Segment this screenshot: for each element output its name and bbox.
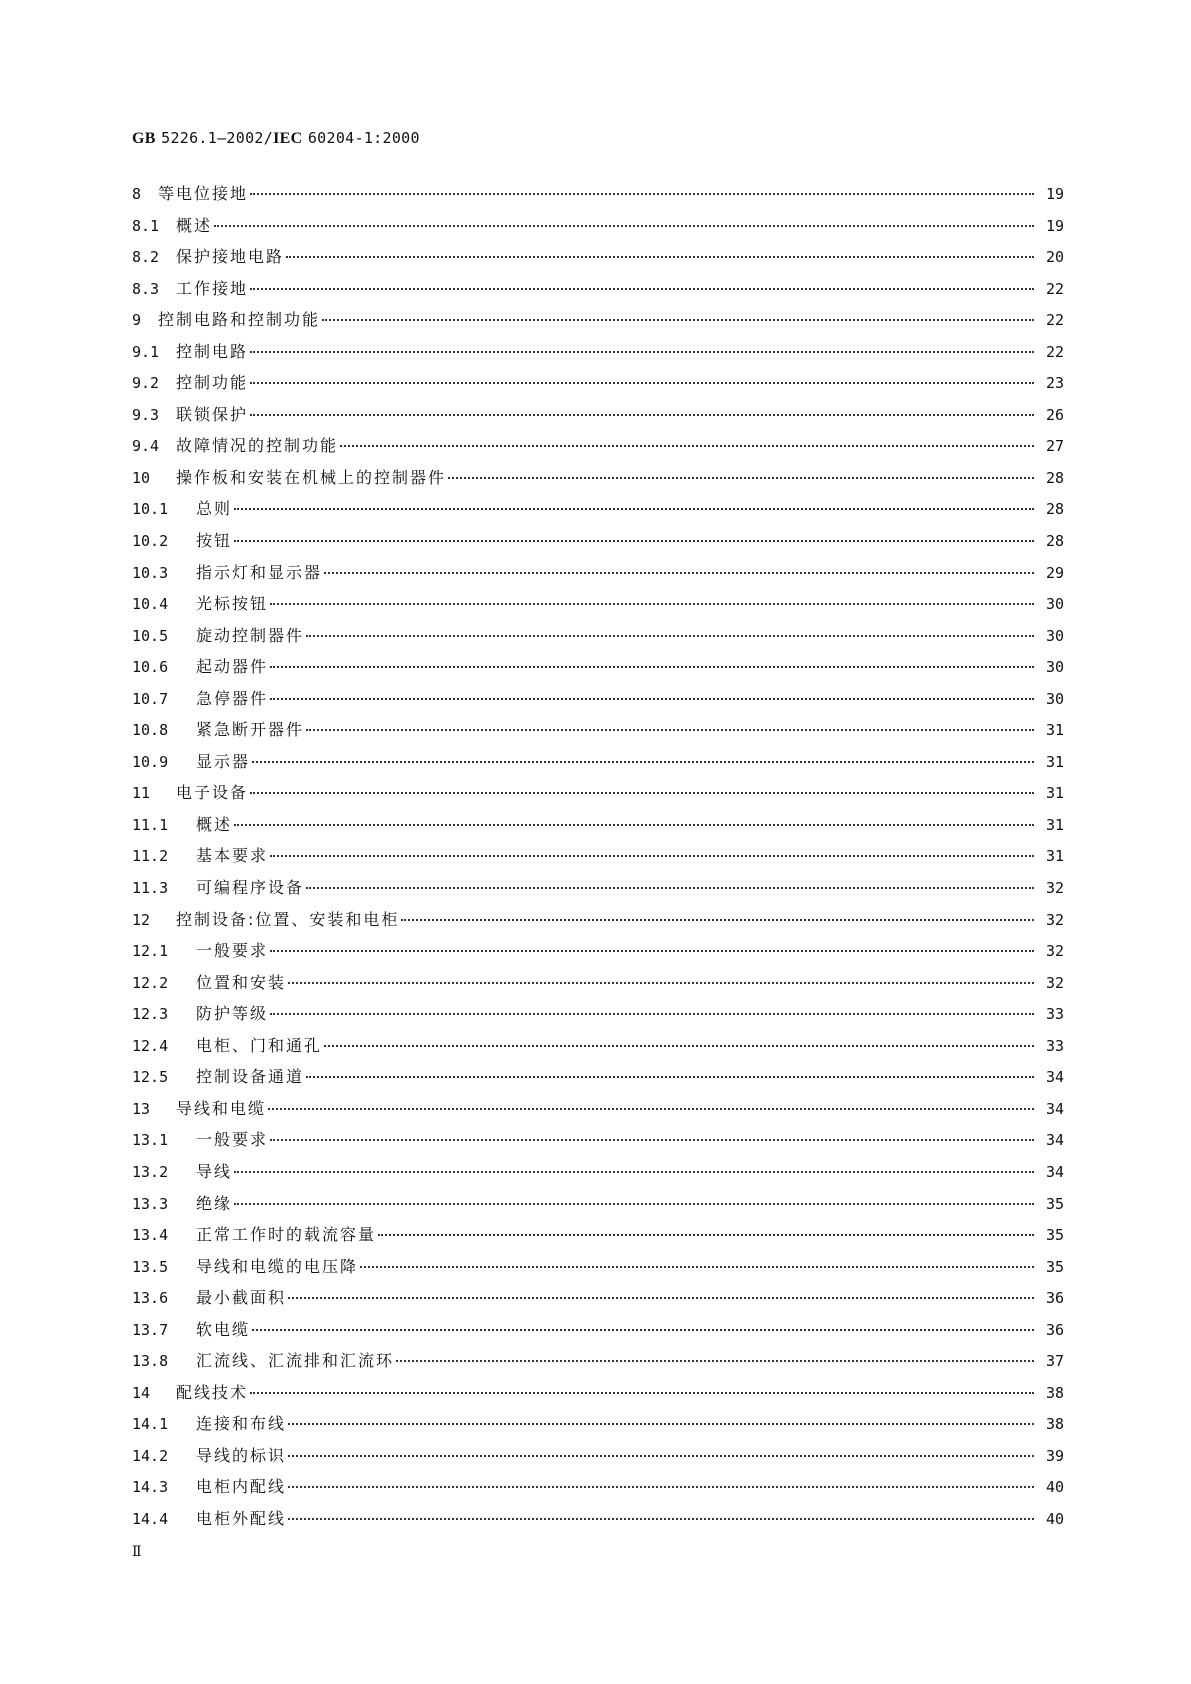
toc-entry-page: 30 (1045, 658, 1064, 677)
toc-leader-dots (250, 792, 1034, 794)
toc-entry-title: 显示器 (196, 751, 251, 771)
toc-entry-page: 22 (1045, 279, 1064, 298)
toc-leader-dots (270, 950, 1034, 952)
toc-entry-title: 连接和布线 (196, 1414, 287, 1434)
toc-entry[interactable] (132, 970, 1064, 1002)
toc-entry-title: 导线和电缆的电压降 (196, 1256, 359, 1276)
toc-leader-dots (270, 1139, 1034, 1141)
toc-entry[interactable] (132, 1474, 1064, 1506)
toc-leader-dots (288, 1518, 1034, 1520)
toc-entry[interactable] (132, 1064, 1064, 1096)
toc-entry-number: 11.3 (132, 879, 169, 898)
toc-entry[interactable] (132, 433, 1064, 465)
toc-leader-dots (250, 1392, 1034, 1394)
toc-entry-title: 控制设备:位置、安装和电柜 (176, 909, 400, 929)
toc-leader-dots (288, 1423, 1034, 1425)
toc-entry-number: 11 (132, 784, 151, 803)
toc-entry-title: 联锁保护 (176, 404, 249, 424)
toc-entry-number: 12.5 (132, 1068, 169, 1087)
toc-entry-title: 电柜内配线 (196, 1477, 287, 1497)
toc-entry[interactable] (132, 717, 1064, 749)
toc-leader-dots (250, 193, 1034, 195)
toc-entry-title: 正常工作时的载流容量 (196, 1225, 377, 1245)
toc-entry-number: 14.1 (132, 1415, 169, 1434)
toc-entry-title: 可编程序设备 (196, 878, 305, 898)
toc-entry-page: 30 (1045, 626, 1064, 645)
toc-entry-number: 13.7 (132, 1320, 169, 1339)
toc-leader-dots (234, 540, 1034, 542)
toc-entry-number: 13.5 (132, 1257, 169, 1276)
toc-entry[interactable] (132, 1096, 1064, 1128)
toc-entry-number: 10.4 (132, 595, 169, 614)
toc-entry-page: 28 (1045, 468, 1064, 487)
toc-leader-dots (234, 824, 1034, 826)
toc-leader-dots (288, 1486, 1034, 1488)
toc-entry[interactable] (132, 276, 1064, 308)
toc-entry[interactable] (132, 496, 1064, 528)
toc-entry-page: 23 (1045, 374, 1064, 393)
toc-leader-dots (306, 729, 1034, 731)
toc-entry-title: 一般要求 (196, 1130, 269, 1150)
toc-entry-title: 指示灯和显示器 (196, 562, 323, 582)
toc-entry-page: 20 (1045, 248, 1064, 267)
toc-entry-page: 31 (1045, 815, 1064, 834)
toc-entry-title: 概述 (196, 814, 233, 834)
toc-leader-dots (448, 477, 1034, 479)
toc-entry-number: 12.4 (132, 1036, 169, 1055)
toc-entry-title: 控制电路 (176, 341, 249, 361)
toc-entry-page: 31 (1045, 784, 1064, 803)
toc-entry[interactable] (132, 465, 1064, 497)
toc-leader-dots (268, 1108, 1034, 1110)
toc-entry-number: 9.3 (132, 405, 160, 424)
toc-leader-dots (306, 1076, 1034, 1078)
toc-entry[interactable] (132, 339, 1064, 371)
toc-entry-number: 10.7 (132, 689, 169, 708)
toc-entry[interactable] (132, 1380, 1064, 1412)
toc-entry[interactable] (132, 181, 1064, 213)
toc-leader-dots (234, 1171, 1034, 1173)
toc-entry-title: 概述 (176, 215, 213, 235)
toc-entry-number: 10.2 (132, 532, 169, 551)
toc-leader-dots (214, 225, 1034, 227)
toc-entry-number: 13.8 (132, 1352, 169, 1371)
toc-entry-title: 急停器件 (196, 688, 269, 708)
toc-entry-number: 13.4 (132, 1226, 169, 1245)
toc-entry-page: 38 (1045, 1383, 1064, 1402)
toc-leader-dots (250, 382, 1034, 384)
toc-leader-dots (288, 1297, 1034, 1299)
toc-entry-page: 28 (1045, 500, 1064, 519)
toc-entry-page: 40 (1045, 1478, 1064, 1497)
toc-entry[interactable] (132, 686, 1064, 718)
toc-entry-page: 26 (1045, 405, 1064, 424)
toc-entry[interactable] (132, 528, 1064, 560)
toc-leader-dots (252, 761, 1034, 763)
toc-entry-page: 34 (1045, 1131, 1064, 1150)
toc-entry-page: 33 (1045, 1005, 1064, 1024)
toc-entry-page: 31 (1045, 752, 1064, 771)
toc-entry-page: 39 (1045, 1446, 1064, 1465)
toc-entry-page: 27 (1045, 437, 1064, 456)
toc-entry-title: 位置和安装 (196, 972, 287, 992)
standard-number: 5226.1—2002/ (161, 129, 274, 147)
toc-entry-page: 34 (1045, 1162, 1064, 1181)
toc-entry-page: 32 (1045, 942, 1064, 961)
toc-entry-page: 32 (1045, 910, 1064, 929)
toc-entry[interactable] (132, 938, 1064, 970)
toc-entry-number: 13.6 (132, 1289, 169, 1308)
toc-entry-title: 光标按钮 (196, 594, 269, 614)
iec-code: IEC (273, 130, 303, 147)
toc-entry-number: 12.3 (132, 1005, 169, 1024)
toc-entry-number: 14.2 (132, 1446, 169, 1465)
toc-entry[interactable] (132, 780, 1064, 812)
toc-entry[interactable] (132, 402, 1064, 434)
standard-code: GB (132, 130, 156, 147)
toc-entry[interactable] (132, 843, 1064, 875)
toc-entry-title: 软电缆 (196, 1319, 251, 1339)
toc-entry-number: 13.2 (132, 1162, 169, 1181)
toc-entry[interactable] (132, 1506, 1064, 1538)
toc-entry-title: 电子设备 (176, 783, 249, 803)
toc-entry-title: 配线技术 (176, 1382, 249, 1402)
toc-entry-page: 36 (1045, 1320, 1064, 1339)
toc-entry-number: 10.3 (132, 563, 169, 582)
toc-entry-title: 基本要求 (196, 846, 269, 866)
page-number: Ⅱ (132, 1544, 142, 1560)
toc-entry-number: 13.1 (132, 1131, 169, 1150)
toc-leader-dots (270, 698, 1034, 700)
toc-leader-dots (324, 572, 1034, 574)
toc-entry-number: 10 (132, 468, 151, 487)
toc-entry[interactable] (132, 591, 1064, 623)
toc-entry-page: 32 (1045, 879, 1064, 898)
toc-entry-title: 紧急断开器件 (196, 720, 305, 740)
toc-entry-title: 一般要求 (196, 941, 269, 961)
toc-entry-page: 33 (1045, 1036, 1064, 1055)
toc-entry-number: 8.3 (132, 279, 160, 298)
toc-entry-title: 导线 (196, 1161, 233, 1181)
toc-entry[interactable] (132, 213, 1064, 245)
toc-entry-page: 30 (1045, 595, 1064, 614)
toc-entry[interactable] (132, 749, 1064, 781)
toc-entry-page: 37 (1045, 1352, 1064, 1371)
toc-entry-page: 36 (1045, 1289, 1064, 1308)
toc-leader-dots (322, 319, 1034, 321)
toc-entry[interactable] (132, 875, 1064, 907)
toc-leader-dots (252, 1329, 1034, 1331)
toc-entry-title: 导线和电缆 (176, 1098, 267, 1118)
toc-entry[interactable] (132, 1033, 1064, 1065)
toc-entry-number: 13.3 (132, 1194, 169, 1213)
toc-entry-title: 故障情况的控制功能 (176, 436, 339, 456)
toc-entry-number: 10.9 (132, 752, 169, 771)
toc-entry[interactable] (132, 1222, 1064, 1254)
toc-leader-dots (270, 603, 1034, 605)
toc-entry-page: 22 (1045, 311, 1064, 330)
toc-entry-page: 35 (1045, 1194, 1064, 1213)
toc-entry[interactable] (132, 1191, 1064, 1223)
toc-entry[interactable] (132, 1159, 1064, 1191)
toc-entry[interactable] (132, 907, 1064, 939)
toc-entry-title: 电柜外配线 (196, 1508, 287, 1528)
toc-leader-dots (250, 288, 1034, 290)
toc-entry[interactable] (132, 244, 1064, 276)
toc-entry-number: 8.2 (132, 248, 160, 267)
toc-entry-number: 11.1 (132, 815, 169, 834)
toc-entry[interactable] (132, 560, 1064, 592)
toc-entry[interactable] (132, 1127, 1064, 1159)
toc-entry-page: 31 (1045, 721, 1064, 740)
toc-entry-title: 起动器件 (196, 657, 269, 677)
toc-entry-title: 控制设备通道 (196, 1067, 305, 1087)
toc-entry-page: 34 (1045, 1068, 1064, 1087)
toc-leader-dots (250, 351, 1034, 353)
toc-entry-page: 35 (1045, 1226, 1064, 1245)
toc-leader-dots (270, 855, 1034, 857)
toc-entry-title: 按钮 (196, 531, 233, 551)
toc-leader-dots (324, 1045, 1034, 1047)
toc-entry-title: 旋动控制器件 (196, 625, 305, 645)
toc-entry-title: 操作板和安装在机械上的控制器件 (176, 467, 447, 487)
toc-entry-page: 31 (1045, 847, 1064, 866)
toc-entry-number: 14.3 (132, 1478, 169, 1497)
toc-entry-number: 14 (132, 1383, 151, 1402)
toc-leader-dots (288, 1455, 1034, 1457)
toc-entry-page: 22 (1045, 342, 1064, 361)
toc-entry-title: 绝缘 (196, 1193, 233, 1213)
toc-entry-number: 8.1 (132, 216, 160, 235)
toc-entry-page: 40 (1045, 1509, 1064, 1528)
toc-entry-title: 防护等级 (196, 1004, 269, 1024)
toc-leader-dots (306, 635, 1034, 637)
toc-entry-page: 19 (1045, 216, 1064, 235)
toc-entry-number: 12.1 (132, 942, 169, 961)
toc-entry-title: 最小截面积 (196, 1288, 287, 1308)
toc-entry[interactable] (132, 1411, 1064, 1443)
toc-leader-dots (401, 919, 1034, 921)
toc-entry-title: 等电位接地 (158, 184, 249, 203)
toc-entry[interactable] (132, 812, 1064, 844)
toc-entry-number: 13 (132, 1099, 151, 1118)
toc-leader-dots (396, 1360, 1034, 1362)
toc-entry-page: 29 (1045, 563, 1064, 582)
toc-entry-number: 10.1 (132, 500, 169, 519)
toc-entry-title: 保护接地电路 (176, 247, 285, 267)
toc-leader-dots (360, 1266, 1034, 1268)
toc-entry-number: 9.4 (132, 437, 160, 456)
toc-entry-page: 34 (1045, 1099, 1064, 1118)
toc-entry-title: 电柜、门和通孔 (196, 1035, 323, 1055)
toc-entry-page: 35 (1045, 1257, 1064, 1276)
toc-leader-dots (250, 414, 1034, 416)
toc-entry-number: 14.4 (132, 1509, 169, 1528)
toc-entry[interactable] (132, 370, 1064, 402)
toc-entry-page: 19 (1045, 185, 1064, 203)
toc-leader-dots (270, 666, 1034, 668)
toc-entry[interactable] (132, 1001, 1064, 1033)
table-of-contents (132, 181, 1064, 1538)
toc-entry-title: 工作接地 (176, 278, 249, 298)
toc-entry-title: 导线的标识 (196, 1445, 287, 1465)
toc-leader-dots (378, 1234, 1034, 1236)
toc-entry-number: 12.2 (132, 973, 169, 992)
toc-entry-page: 28 (1045, 532, 1064, 551)
toc-entry[interactable] (132, 1254, 1064, 1286)
toc-entry[interactable] (132, 654, 1064, 686)
toc-leader-dots (288, 982, 1034, 984)
toc-entry-number: 11.2 (132, 847, 169, 866)
toc-entry[interactable] (132, 1348, 1064, 1380)
toc-leader-dots (270, 1013, 1034, 1015)
toc-entry-page: 30 (1045, 689, 1064, 708)
toc-entry[interactable] (132, 1443, 1064, 1475)
toc-leader-dots (234, 508, 1034, 510)
toc-entry-number: 9 (132, 311, 142, 330)
document-header (132, 128, 420, 148)
iec-number: 60204-1:2000 (307, 129, 420, 147)
toc-entry-title: 控制功能 (176, 373, 249, 393)
toc-entry-number: 8 (132, 185, 142, 203)
toc-entry[interactable] (132, 623, 1064, 655)
toc-entry-title: 总则 (196, 499, 233, 519)
toc-entry[interactable] (132, 307, 1064, 339)
toc-entry-title: 控制电路和控制功能 (158, 310, 321, 330)
toc-entry-number: 9.2 (132, 374, 160, 393)
toc-entry-page: 38 (1045, 1415, 1064, 1434)
toc-entry-number: 10.6 (132, 658, 169, 677)
toc-entry-number: 9.1 (132, 342, 160, 361)
toc-entry[interactable] (132, 1285, 1064, 1317)
toc-entry-title: 汇流线、汇流排和汇流环 (196, 1351, 395, 1371)
toc-leader-dots (340, 445, 1034, 447)
toc-entry-number: 10.5 (132, 626, 169, 645)
toc-entry[interactable] (132, 1317, 1064, 1349)
toc-entry-number: 10.8 (132, 721, 169, 740)
toc-entry-page: 32 (1045, 973, 1064, 992)
toc-leader-dots (286, 256, 1034, 258)
toc-leader-dots (234, 1203, 1034, 1205)
toc-entry-number: 12 (132, 910, 151, 929)
toc-leader-dots (306, 887, 1034, 889)
